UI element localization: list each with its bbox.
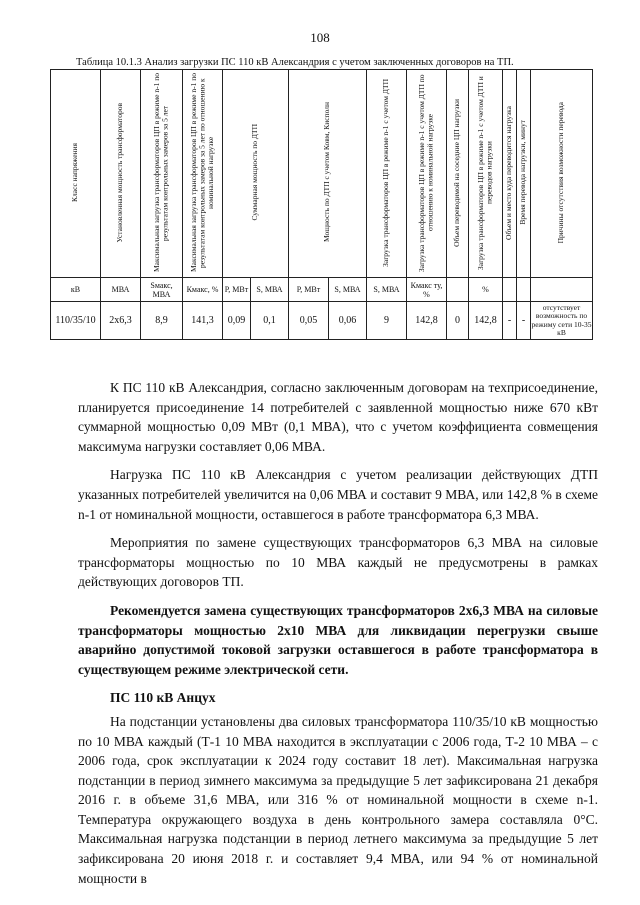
recommendation-paragraph: Рекомендуется замена существующих трансформаторов 2х6,3 МВА на силовые трансформаторы мощностью 2х10 МВА для ликвидации перегрузки свыше аварийно допустимой токовой загрузки оставшегося в работе трансформатора в существующем режиме электрической сети. xyxy=(78,602,598,677)
table-cell: 142,8 xyxy=(469,302,503,340)
table-cell: 0,05 xyxy=(289,302,329,340)
header-transfer-volume: Объем переводимой на соседние ЦП нагрузки xyxy=(452,98,462,247)
table-cell: 0 xyxy=(447,302,469,340)
unit-cell xyxy=(447,278,469,302)
load-analysis-table xyxy=(50,69,593,340)
unit-cell: кВ xyxy=(51,278,101,302)
table-cell: 2х6,3 xyxy=(101,302,141,340)
table-cell: 9 xyxy=(367,302,407,340)
unit-cell: P, МВт xyxy=(289,278,329,302)
header-no-transfer-reason: Причины отсутствия возможности перевода xyxy=(556,101,566,244)
table-cell: 110/35/10 xyxy=(51,302,101,340)
paragraph: На подстанции установлены два силовых трансформатора 110/35/10 кВ мощностью по 10 МВА каждый (Т-1 10 МВА находится в эксплуатации с 2006 года, Т-2 10 МВА – с 2006 года, срок эксплуатации к 2024 году составит 18 лет). Максимальная нагрузка подстанции в период зимнего максимума за предыдущие 5 лет зафиксирована 21 декабря 2016 г. в объеме 31,6 МВА, или 316 % от номинальной мощности в схеме n-1. Температура окружающего воздуха в день контрольного замера составляла 0°С. Максимальная нагрузка подстанции в период летнего максимума за предыдущие 5 лет зафиксирована 20 июня 2018 г. и составляет 9,4 МВА, или 94 % от номинальной мощности в xyxy=(78,713,598,886)
header-transfer-time: Время перевода нагрузки, минут xyxy=(518,120,528,225)
table-header-row xyxy=(51,70,593,278)
paragraph: Нагрузка ПС 110 кВ Александрия с учетом реализации действующих ДТП указанных потребителей увеличится на 0,06 МВА и составит 9 МВА, или 142,8 % в схеме n-1 от номинальной мощности, оставшегося в работе трансформатора 6,3 МВА. xyxy=(78,467,598,522)
unit-cell: % xyxy=(469,278,503,302)
header-transfer-place: Объем и место куда переводится нагрузка xyxy=(504,105,514,240)
paragraph: Мероприятия по замене существующих трансформаторов 6,3 МВА на силовые трансформаторы мощностью по 10 МВА каждый не предусмотрены в рамках действующих договоров ТП. xyxy=(78,535,598,590)
table-cell: 8,9 xyxy=(141,302,183,340)
table-cell: 0,09 xyxy=(223,302,251,340)
table-caption: Таблица 10.1.3 Анализ загрузки ПС 110 кВ Александрия с учетом заключенных договоров на ТП. xyxy=(76,57,514,68)
header-installed-power: Установленная мощность трансформаторов xyxy=(115,102,125,243)
header-load-with-dtp-ratio: Загрузка трансформаторов ЦП в режиме n-1 с учетом ДТП по отношению к номинальной нагрузке xyxy=(417,73,435,272)
header-load-after-transfer: Загрузка трансформаторов ЦП в режиме n-1 с учетом ДТП и переводов нагрузки xyxy=(476,75,494,270)
unit-cell: Кмакс ту, % xyxy=(407,278,447,302)
unit-cell: Sмакс, МВА xyxy=(141,278,183,302)
page-number: 108 xyxy=(310,30,330,45)
table-cell: 0,06 xyxy=(329,302,367,340)
header-max-load-ratio: Максимальная загрузка трансформаторов ЦП в режиме n-1 по результатам контрольных замеров за 5 лет по отношению к номинальной нагрузке xyxy=(188,73,215,272)
unit-cell: Кмакс, % xyxy=(183,278,223,302)
table-cell: отсутствует возможность по режиму сети 10-35 кВ xyxy=(531,302,593,340)
table-cell: - xyxy=(517,302,531,340)
table-cell: - xyxy=(503,302,517,340)
unit-cell: S, МВА xyxy=(367,278,407,302)
section-heading: ПС 110 кВ Анцух xyxy=(110,690,216,706)
unit-cell: S, МВА xyxy=(329,278,367,302)
table-row xyxy=(51,302,593,340)
paragraph: К ПС 110 кВ Александрия, согласно заключенным договорам на техприсоединение, планируется присоединение 14 потребителей с заявленной мощностью ниже 670 кВт суммарной мощностью 0,09 МВт (0,1 МВА), что с учетом коэффициента совмещения максимума нагрузки составляет 0,06 МВА. xyxy=(78,380,598,454)
header-load-with-dtp: Загрузка трансформаторов ЦП в режиме n-1 с учетом ДТП xyxy=(381,78,391,267)
unit-cell: МВА xyxy=(101,278,141,302)
header-max-load: Максимальная загрузка трансформаторов ЦП в режиме n-1 по результатам контрольных замеров за 5 лет xyxy=(152,73,170,272)
body-text xyxy=(78,378,598,897)
header-dtp-power-coef: Мощность по ДТП с учетом Ковм, Кисполн xyxy=(322,102,332,243)
unit-cell xyxy=(531,278,593,302)
unit-cell: S, МВА xyxy=(251,278,289,302)
unit-cell xyxy=(503,278,517,302)
unit-cell: P, МВт xyxy=(223,278,251,302)
table-cell: 141,3 xyxy=(183,302,223,340)
header-voltage-class: Класс напряжения xyxy=(70,143,80,202)
table-cell: 0,1 xyxy=(251,302,289,340)
table-cell: 142,8 xyxy=(407,302,447,340)
unit-cell xyxy=(517,278,531,302)
header-total-dtp-power: Суммарная мощность по ДТП xyxy=(250,124,260,221)
table-units-row xyxy=(51,278,593,302)
